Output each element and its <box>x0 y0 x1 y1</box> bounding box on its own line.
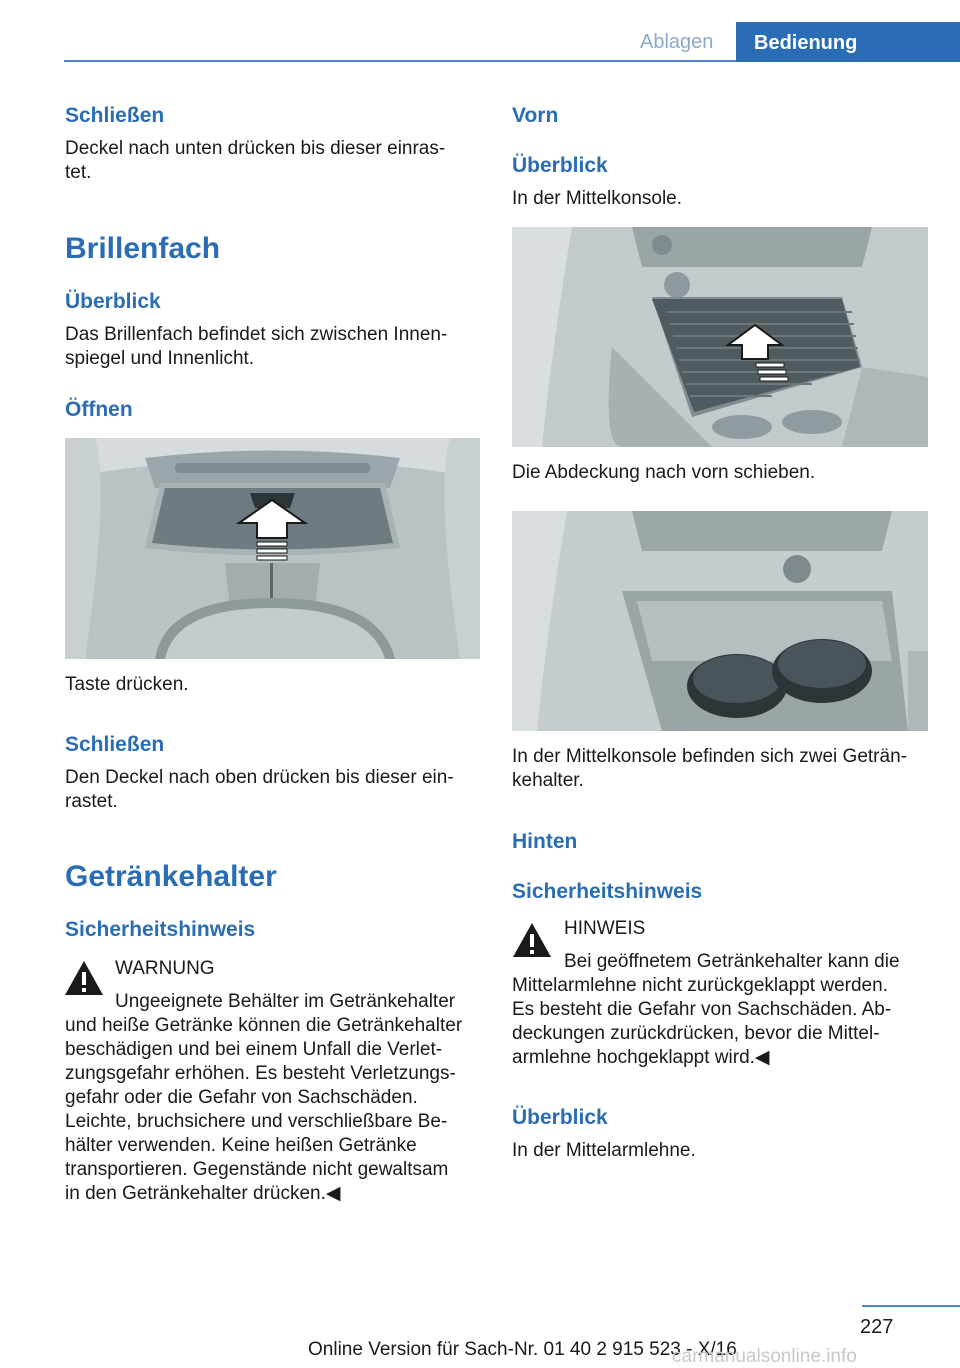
chapter-title-brillenfach: Brillenfach <box>65 232 221 265</box>
figure2-caption: Die Abdeckung nach vorn schieben. <box>512 462 816 483</box>
section-heading-hinten: Hinten <box>512 830 578 853</box>
footer-online-version: Online Version für Sach-Nr. 01 40 2 915 523 - X/16 <box>308 1339 737 1360</box>
footer-rule <box>862 1305 960 1307</box>
section-heading-oeffnen: Öffnen <box>65 398 133 421</box>
hinweis-first-line: Bei geöffnetem Getränkehalter kann die <box>564 951 900 972</box>
section-heading-ueberblick-hinten: Überblick <box>512 1106 608 1129</box>
tab-ablagen[interactable]: Ablagen <box>640 31 714 53</box>
chapter-title-getraenkehalter: Getränkehalter <box>65 860 277 893</box>
section-heading-ueberblick: Überblick <box>65 290 161 313</box>
section-heading-ueberblick-vorn: Überblick <box>512 154 608 177</box>
warning-body: und heiße Getränke können die Getränkehalter beschädigen und bei einem Unfall die Verlet- zungsgefahr erhöhen. Es besteht Verletzungs- gefahr oder die Gefahr von Sachschäden. Leichte, bruchsichere und verschließbare Be- hälter verwenden. Keine heißen Getränke transportieren. Gegenstände nicht gewaltsam in den Getränkehalter drücken.◀ <box>65 1015 463 1204</box>
figure-sunglasses-holder <box>65 438 480 659</box>
paragraph-schliessen: Deckel nach unten drücken bis dieser einras- tet. <box>65 138 446 183</box>
paragraph-mittelkonsole: In der Mittelkonsole. <box>512 188 683 209</box>
warning-title: WARNUNG <box>115 958 215 979</box>
warning-icon <box>64 960 104 996</box>
section-heading-schliessen: Schließen <box>65 104 165 127</box>
caution-icon <box>512 922 552 958</box>
paragraph-mittelarmlehne: In der Mittelarmlehne. <box>512 1140 696 1161</box>
figure-console-cover <box>512 227 928 447</box>
figure3-caption: In der Mittelkonsole befinden sich zwei Geträn- kehalter. <box>512 746 907 791</box>
section-heading-vorn: Vorn <box>512 104 559 127</box>
hinweis-body: Mittelarmlehne nicht zurückgeklappt werden. Es besteht die Gefahr von Sachschäden. Ab- deckungen zurückdrücken, bevor die Mittel- armlehne hochgeklappt wird.◀ <box>512 975 892 1068</box>
watermark: carmanualsonline.info <box>672 1346 857 1367</box>
warning-first-line: Ungeeignete Behälter im Getränkehalter <box>115 991 456 1012</box>
figure-cup-holders <box>512 511 928 731</box>
tab-bedienung[interactable]: Bedienung <box>736 22 960 62</box>
figure1-caption: Taste drücken. <box>65 674 189 695</box>
page-number: 227 <box>860 1316 894 1338</box>
paragraph-schliessen-2: Den Deckel nach oben drücken bis dieser ein- rastet. <box>65 767 454 812</box>
section-heading-sicherheitshinweis: Sicherheitshinweis <box>65 918 256 941</box>
hinweis-title: HINWEIS <box>564 918 646 939</box>
paragraph-ueberblick: Das Brillenfach befindet sich zwischen Innen- spiegel und Innenlicht. <box>65 324 448 369</box>
section-heading-schliessen-2: Schließen <box>65 733 165 756</box>
section-heading-sicherheitshinweis-2: Sicherheitshinweis <box>512 880 703 903</box>
